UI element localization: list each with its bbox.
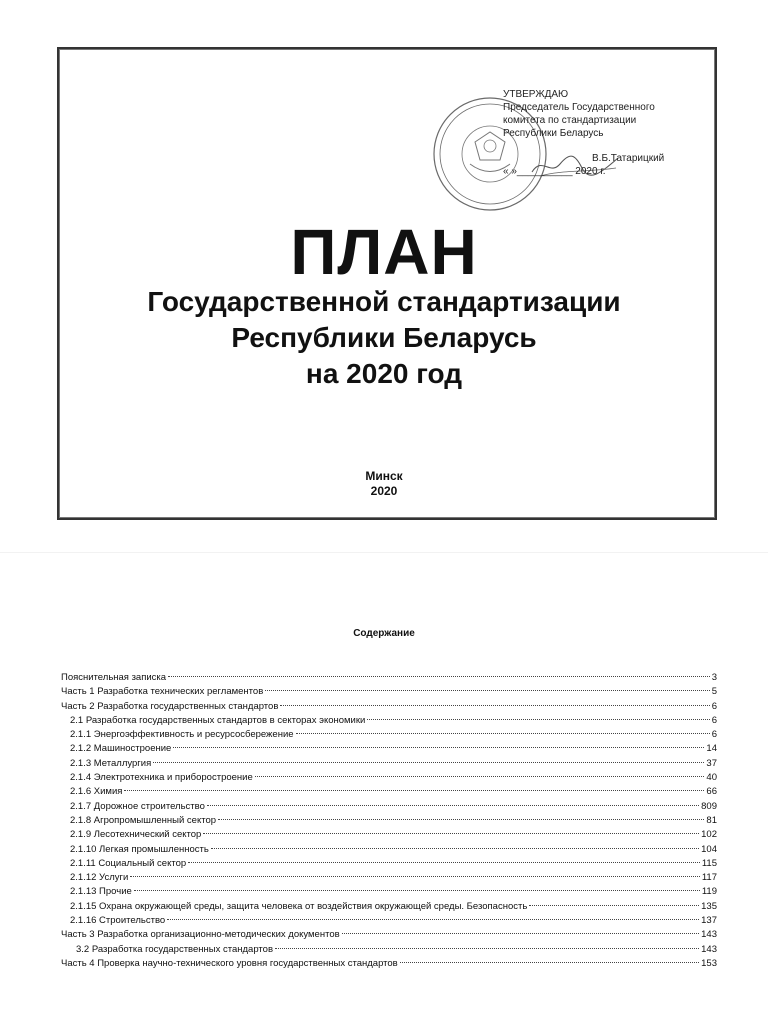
toc-entry[interactable] bbox=[61, 700, 717, 714]
toc-entry[interactable] bbox=[61, 914, 717, 928]
toc-entry-page: 115 bbox=[701, 857, 717, 869]
toc-entry[interactable] bbox=[61, 885, 717, 899]
toc-entry-page: 137 bbox=[701, 915, 717, 927]
document-subtitle bbox=[0, 284, 768, 392]
city: Минск bbox=[365, 469, 403, 483]
toc-entry-page: 81 bbox=[706, 814, 717, 826]
toc-entry-label: Часть 3 Разработка организационно-методических документов bbox=[61, 929, 340, 941]
toc-leader-dots bbox=[173, 747, 704, 748]
toc-entry[interactable] bbox=[61, 871, 717, 885]
toc-entry-page: 153 bbox=[701, 957, 717, 969]
toc-leader-dots bbox=[280, 705, 709, 706]
toc-entry-label: 2.1.13 Прочие bbox=[70, 886, 132, 898]
toc-leader-dots bbox=[188, 862, 700, 863]
toc-entry-label: 2.1.10 Легкая промышленность bbox=[70, 843, 209, 855]
toc-entry-label: 2.1.7 Дорожное строительство bbox=[70, 800, 205, 812]
toc-entry[interactable] bbox=[61, 728, 717, 742]
toc-entry-label: 3.2 Разработка государственных стандартов bbox=[76, 943, 273, 955]
approval-block bbox=[503, 88, 703, 177]
toc-entry-page: 6 bbox=[711, 714, 717, 726]
toc-entry-page: 6 bbox=[711, 729, 717, 741]
toc-entry-label: 2.1.1 Энергоэффективность и ресурсосбережение bbox=[70, 729, 294, 741]
toc-leader-dots bbox=[296, 733, 710, 734]
toc-entry[interactable] bbox=[61, 742, 717, 756]
toc-entry[interactable] bbox=[61, 671, 717, 685]
toc-entry[interactable] bbox=[61, 814, 717, 828]
toc-entry-label: 2.1.11 Социальный сектор bbox=[70, 857, 187, 869]
toc-leader-dots bbox=[207, 805, 699, 806]
toc-leader-dots bbox=[218, 819, 704, 820]
toc-leader-dots bbox=[168, 676, 710, 677]
toc-entry-label: 2.1.15 Охрана окружающей среды, защита человека от воздействия окружающей среды. Безопасность bbox=[70, 900, 528, 912]
toc-entry-page: 3 bbox=[711, 672, 717, 683]
toc-entry-page: 135 bbox=[701, 900, 717, 912]
approval-line-1: Председатель Государственного bbox=[503, 102, 655, 113]
toc-entry-label: 2.1.2 Машиностроение bbox=[70, 743, 172, 755]
toc-entry-page: 104 bbox=[701, 843, 717, 855]
toc-entry-page: 143 bbox=[701, 943, 717, 955]
toc-entry-label: 2.1.9 Лесотехнический сектор bbox=[70, 829, 202, 841]
toc-entry-page: 117 bbox=[701, 872, 717, 884]
toc-title: Содержание bbox=[353, 628, 415, 639]
toc-entry-page: 143 bbox=[701, 929, 717, 941]
toc-entry-label: 2.1 Разработка государственных стандартов в секторах экономики bbox=[70, 714, 366, 726]
toc-entry-page: 6 bbox=[711, 700, 717, 712]
toc-leader-dots bbox=[130, 876, 700, 877]
toc-entry[interactable] bbox=[61, 828, 717, 842]
toc-leader-dots bbox=[211, 848, 699, 849]
subtitle-line-1: Государственной стандартизации bbox=[147, 286, 621, 317]
toc-leader-dots bbox=[265, 690, 709, 691]
toc-entry[interactable] bbox=[61, 843, 717, 857]
toc-entry-label: 2.1.8 Агропромышленный сектор bbox=[70, 814, 217, 826]
toc-entry-label: Пояснительная записка bbox=[61, 672, 167, 683]
toc-entry[interactable] bbox=[61, 685, 717, 699]
approval-line-3: Республики Беларусь bbox=[503, 128, 604, 139]
toc-entry-page: 119 bbox=[701, 886, 717, 898]
toc-leader-dots bbox=[153, 762, 704, 763]
toc-leader-dots bbox=[134, 890, 700, 891]
toc-entry[interactable] bbox=[61, 943, 717, 957]
page-divider bbox=[0, 552, 768, 553]
toc-leader-dots bbox=[529, 905, 699, 906]
toc-entry-label: Часть 2 Разработка государственных стандартов bbox=[61, 700, 279, 712]
toc-entry-label: Часть 4 Проверка научно-технического уровня государственных стандартов bbox=[61, 957, 398, 969]
toc-entry[interactable] bbox=[61, 857, 717, 871]
publication-place bbox=[0, 469, 768, 499]
toc-entry-page: 14 bbox=[706, 743, 717, 755]
approval-date: « »__________ 2020 г. bbox=[503, 166, 606, 177]
toc-leader-dots bbox=[342, 933, 699, 934]
toc-entry[interactable] bbox=[61, 785, 717, 799]
toc-entry-page: 5 bbox=[711, 686, 717, 698]
toc-entry[interactable] bbox=[61, 957, 717, 971]
toc-entry[interactable] bbox=[61, 714, 717, 728]
toc-entry-label: 2.1.12 Услуги bbox=[70, 872, 129, 884]
toc-entry-page: 66 bbox=[706, 786, 717, 798]
toc-entry-label: Часть 1 Разработка технических регламентов bbox=[61, 686, 264, 698]
year: 2020 bbox=[370, 484, 398, 498]
toc-entry[interactable] bbox=[61, 757, 717, 771]
subtitle-line-2: Республики Беларусь bbox=[231, 322, 537, 353]
document-title: ПЛАН bbox=[290, 216, 478, 288]
toc-leader-dots bbox=[124, 790, 704, 791]
toc-entry-page: 102 bbox=[701, 829, 717, 841]
approval-signer: В.Б.Татарицкий bbox=[592, 153, 665, 164]
toc-leader-dots bbox=[275, 948, 699, 949]
toc-leader-dots bbox=[367, 719, 709, 720]
toc-entry-label: 2.1.3 Металлургия bbox=[70, 757, 152, 769]
toc-leader-dots bbox=[167, 919, 699, 920]
toc-entry[interactable] bbox=[61, 800, 717, 814]
toc-entry[interactable] bbox=[61, 928, 717, 942]
approval-line-2: комитета по стандартизации bbox=[503, 115, 637, 126]
toc-leader-dots bbox=[203, 833, 699, 834]
toc-entry-page: 37 bbox=[706, 757, 717, 769]
toc-entry-page: 809 bbox=[701, 800, 717, 812]
table-of-contents bbox=[61, 671, 717, 971]
toc-entry-label: 2.1.6 Химия bbox=[70, 786, 123, 798]
toc-entry-page: 40 bbox=[706, 772, 717, 784]
toc-entry[interactable] bbox=[61, 900, 717, 914]
subtitle-line-3: на 2020 год bbox=[305, 358, 463, 389]
toc-leader-dots bbox=[255, 776, 705, 777]
toc-entry[interactable] bbox=[61, 771, 717, 785]
toc-leader-dots bbox=[400, 962, 699, 963]
approval-heading: УТВЕРЖДАЮ bbox=[503, 89, 569, 100]
toc-entry-label: 2.1.16 Строительство bbox=[70, 915, 166, 927]
toc-entry-label: 2.1.4 Электротехника и приборостроение bbox=[70, 772, 253, 784]
